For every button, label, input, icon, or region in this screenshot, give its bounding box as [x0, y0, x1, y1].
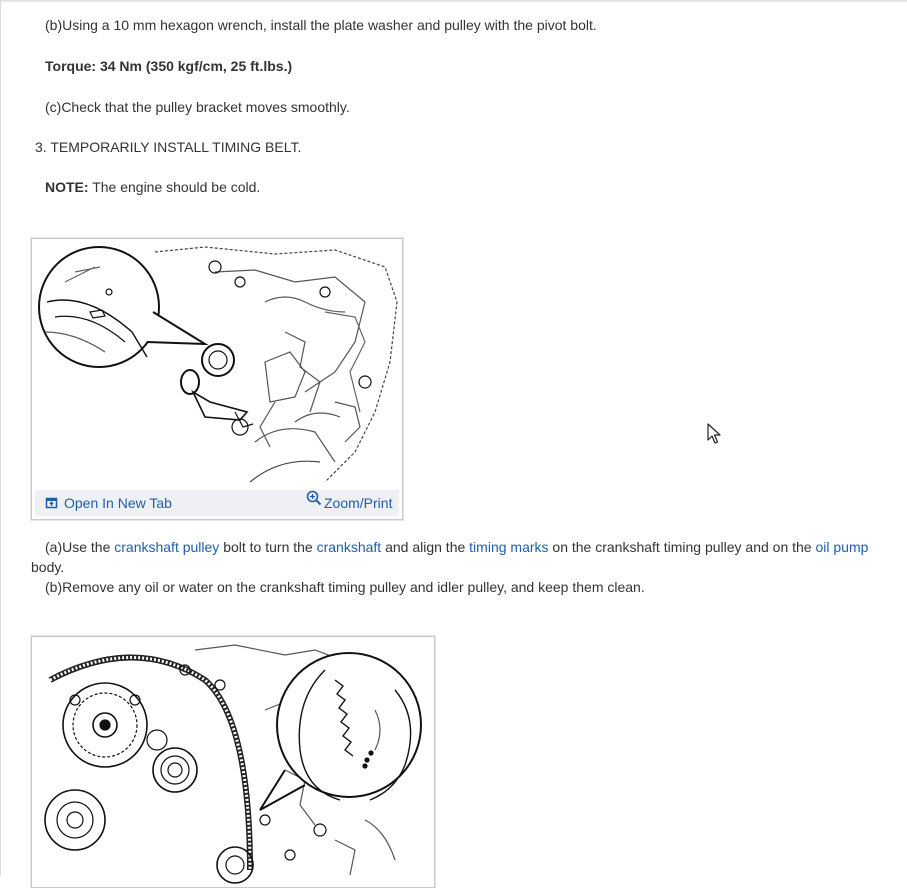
note-label: NOTE: — [45, 179, 89, 195]
step-a-use-crankshaft — [45, 538, 868, 556]
crankshaft-link[interactable]: crankshaft — [316, 539, 382, 555]
mouse-pointer-icon — [707, 423, 721, 448]
open-in-new-tab-icon — [45, 496, 59, 510]
figure-pulley-install — [31, 238, 403, 520]
step-a-continuation: body. — [31, 559, 65, 575]
step-a-text-3: and align the — [381, 539, 470, 555]
step-b-remove: (b)Remove any oil or water on the crankshaft timing pulley and idler pulley, and keep them clean. — [45, 579, 645, 595]
open-in-new-tab-label: Open In New Tab — [64, 495, 172, 511]
zoom-print-label: Zoom/Print — [324, 495, 393, 511]
crankshaft-pulley-link[interactable]: crankshaft pulley — [114, 539, 220, 555]
step-3-heading: 3. TEMPORARILY INSTALL TIMING BELT. — [35, 139, 302, 155]
oil-pump-link[interactable]: oil pump — [815, 539, 869, 555]
step-a-text-4: on the crankshaft timing pulley and on the — [548, 539, 816, 555]
timing-belt-illustration — [35, 640, 431, 884]
zoom-print-link[interactable] — [306, 492, 393, 511]
step-b-install: (b)Using a 10 mm hexagon wrench, install the plate washer and pulley with the pivot bolt. — [45, 17, 597, 33]
note — [45, 178, 260, 196]
step-a-text-2: bolt to turn the — [219, 539, 317, 555]
top-shadow — [0, 0, 907, 3]
magnifier-icon — [306, 490, 322, 506]
timing-marks-link[interactable]: timing marks — [469, 539, 549, 555]
torque-spec: Torque: 34 Nm (350 kgf/cm, 25 ft.lbs.) — [45, 58, 293, 74]
step-a-text-1: (a)Use the — [45, 539, 115, 555]
note-text: The engine should be cold. — [88, 179, 261, 195]
figure-timing-belt — [31, 636, 435, 888]
step-c-check: (c)Check that the pulley bracket moves smoothly. — [45, 99, 350, 115]
figure-toolbar — [35, 490, 399, 516]
left-border — [0, 0, 1, 876]
open-in-new-tab-link[interactable] — [45, 495, 172, 511]
pulley-illustration — [35, 242, 399, 490]
